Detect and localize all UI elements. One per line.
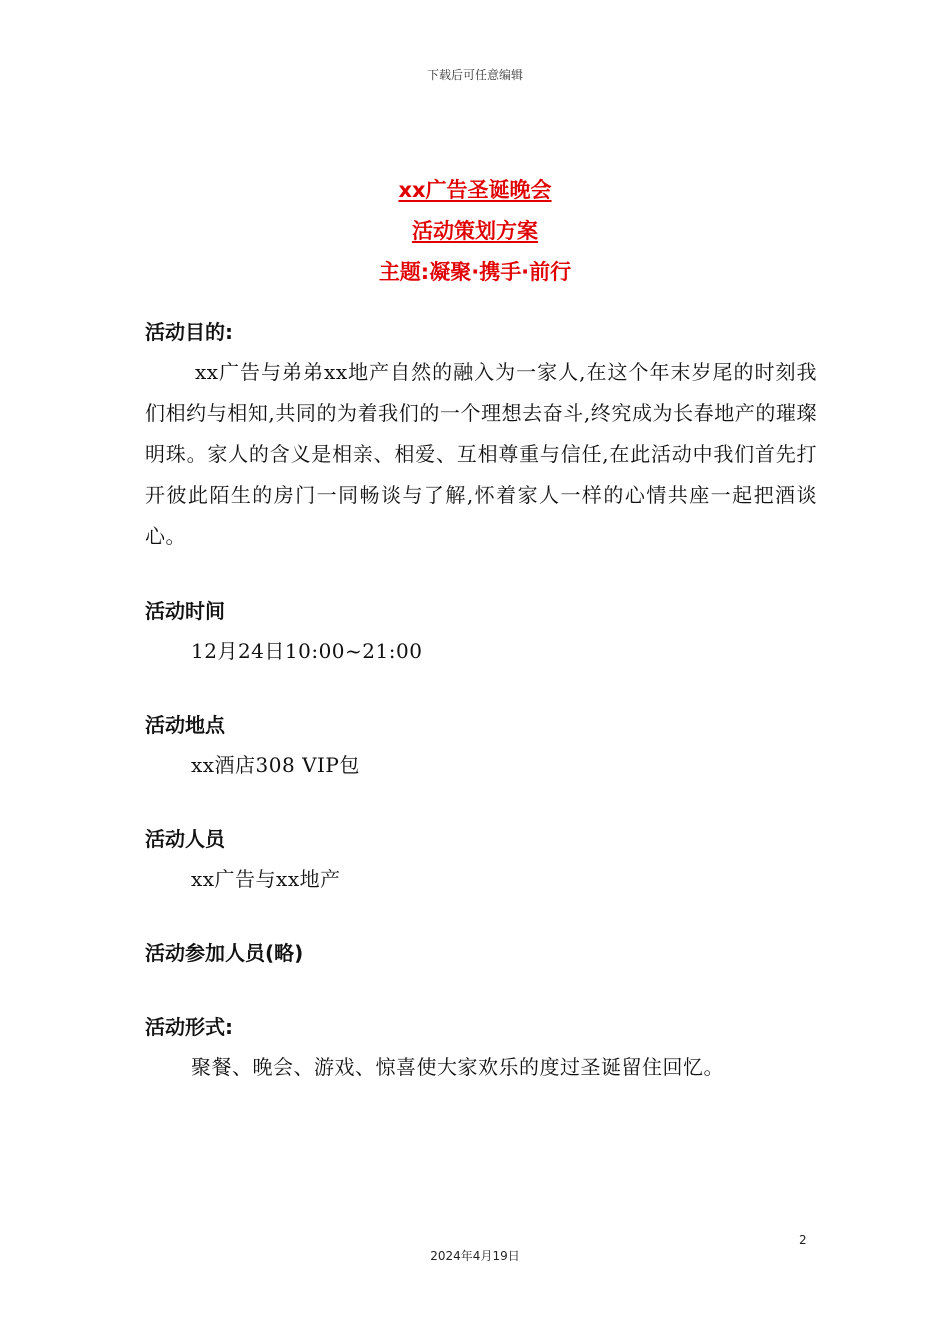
page-number: 2	[799, 1233, 807, 1247]
header-note: 下载后可任意编辑	[426, 68, 523, 82]
time-value: 12月24日10:00~21:00	[191, 639, 423, 663]
format-value: 聚餐、晚会、游戏、惊喜使大家欢乐的度过圣诞留住回忆。	[191, 1055, 724, 1079]
time-heading: 活动时间	[145, 599, 225, 623]
footer-date: 2024年4月19日	[430, 1249, 520, 1263]
document-body	[145, 312, 817, 1087]
spacer	[145, 973, 817, 1007]
title-plan-name: 活动策划方案	[412, 219, 538, 243]
spacer	[145, 899, 817, 933]
location-heading: 活动地点	[145, 713, 225, 737]
spacer	[145, 785, 817, 819]
purpose-heading: 活动目的:	[145, 320, 233, 344]
title-line-1	[0, 170, 950, 211]
spacer	[145, 557, 817, 591]
people-value: xx广告与xx地产	[191, 867, 341, 891]
title-event-name: xx广告圣诞晚会	[398, 178, 552, 202]
people-heading: 活动人员	[145, 827, 225, 851]
document-title	[0, 170, 950, 293]
format-heading: 活动形式:	[145, 1015, 233, 1039]
title-line-2	[0, 211, 950, 252]
title-theme: 主题:凝聚·携手·前行	[378, 260, 572, 284]
spacer	[145, 671, 817, 705]
participants-heading: 活动参加人员(略)	[145, 941, 304, 965]
purpose-paragraph: xx广告与弟弟xx地产自然的融入为一家人,在这个年末岁尾的时刻我们相约与相知,共同的为着我们的一个理想去奋斗,终究成为长春地产的璀璨明珠。家人的含义是相亲、相爱、互相尊重与信任,在此活动中我们首先打开彼此陌生的房门一同畅谈与了解,怀着家人一样的心情共座一起把酒谈心。	[145, 360, 817, 548]
location-value: xx酒店308 VIP包	[191, 753, 360, 777]
